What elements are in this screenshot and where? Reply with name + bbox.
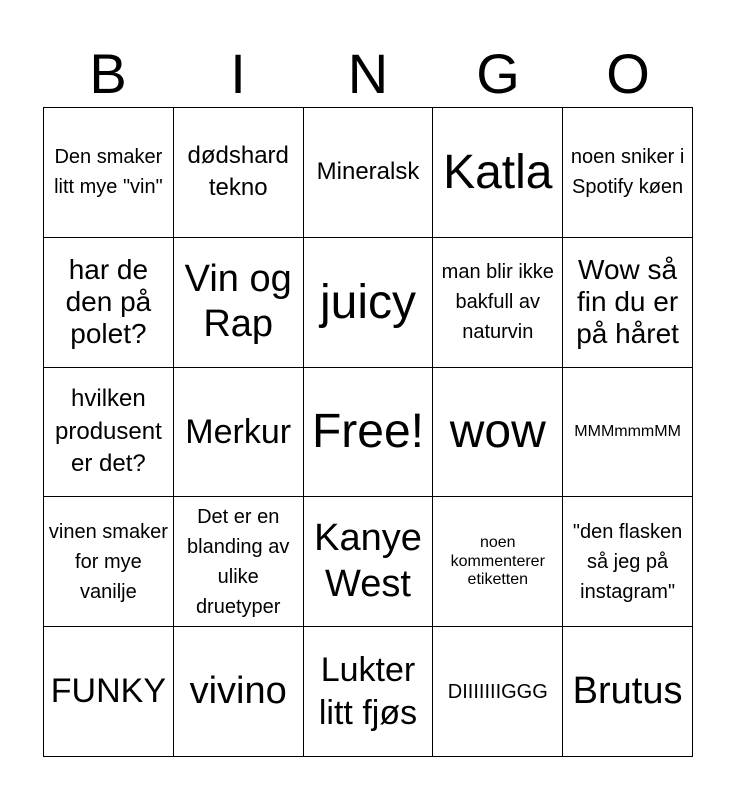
bingo-header bbox=[43, 40, 693, 108]
header-letter-n: N bbox=[347, 42, 389, 105]
bingo-cell[interactable]: Vin og Rap bbox=[174, 238, 304, 368]
bingo-cell[interactable]: Mineralsk bbox=[304, 108, 434, 238]
free-space-cell[interactable]: Free! bbox=[304, 368, 434, 498]
bingo-cell[interactable]: Kanye West bbox=[304, 497, 434, 627]
bingo-cell[interactable]: vinen smaker for mye vanilje bbox=[44, 497, 174, 627]
header-letter-o: O bbox=[606, 42, 650, 105]
bingo-cell[interactable]: noen kommenterer etiketten bbox=[433, 497, 563, 627]
bingo-cell[interactable]: juicy bbox=[304, 238, 434, 368]
bingo-cell[interactable]: Den smaker litt mye "vin" bbox=[44, 108, 174, 238]
bingo-cell[interactable]: Det er en blanding av ulike druetyper bbox=[174, 497, 304, 627]
header-letter-b: B bbox=[89, 42, 127, 105]
bingo-cell[interactable]: Brutus bbox=[563, 627, 693, 757]
bingo-board bbox=[43, 107, 693, 757]
bingo-cell[interactable]: MMMmmmMM bbox=[563, 368, 693, 498]
bingo-cell[interactable]: Katla bbox=[433, 108, 563, 238]
bingo-cell[interactable]: FUNKY bbox=[44, 627, 174, 757]
header-letter-i: I bbox=[230, 42, 246, 105]
bingo-cell[interactable]: man blir ikke bakfull av naturvin bbox=[433, 238, 563, 368]
bingo-cell[interactable]: vivino bbox=[174, 627, 304, 757]
bingo-cell[interactable]: wow bbox=[433, 368, 563, 498]
bingo-cell[interactable]: Wow så fin du er på håret bbox=[563, 238, 693, 368]
bingo-cell[interactable]: dødshard tekno bbox=[174, 108, 304, 238]
bingo-cell[interactable]: Merkur bbox=[174, 368, 304, 498]
bingo-cell[interactable]: har de den på polet? bbox=[44, 238, 174, 368]
bingo-cell[interactable]: noen sniker i Spotify køen bbox=[563, 108, 693, 238]
header-letter-g: G bbox=[476, 42, 520, 105]
bingo-cell[interactable]: hvilken produsent er det? bbox=[44, 368, 174, 498]
bingo-cell[interactable]: DIIIIIIIGGG bbox=[433, 627, 563, 757]
bingo-cell[interactable]: "den flasken så jeg på instagram" bbox=[563, 497, 693, 627]
bingo-cell[interactable]: Lukter litt fjøs bbox=[304, 627, 434, 757]
